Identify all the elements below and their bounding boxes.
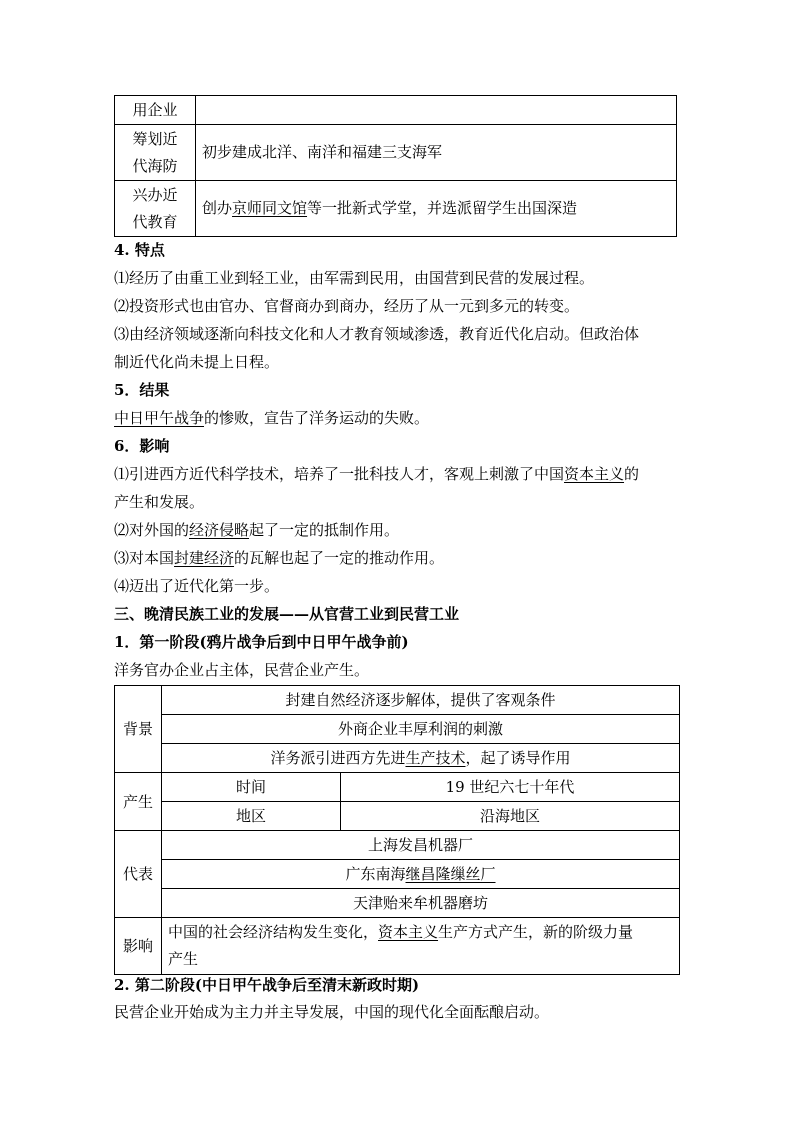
westernization-table	[114, 95, 677, 237]
paragraph: 中日甲午战争的惨败，宣告了洋务运动的失败。	[114, 409, 430, 427]
table-row	[115, 686, 680, 715]
row-label: 影响	[115, 918, 162, 975]
table-row	[115, 802, 680, 831]
row-content: 初步建成北洋、南洋和福建三支海军	[196, 125, 677, 181]
paragraph: 洋务官办企业占主体，民营企业产生。	[114, 661, 370, 679]
table-cell: 19 世纪六七十年代	[341, 773, 680, 802]
paragraph: ⑷迈出了近代化第一步。	[114, 577, 280, 595]
table-row	[115, 889, 680, 918]
section-heading: 5．结果	[114, 381, 170, 399]
table-cell: 广东南海继昌隆缫丝厂	[162, 860, 680, 889]
paragraph: ⑶由经济领域逐渐向科技文化和人才教育领域渗透，教育近代化启动。但政治体	[114, 325, 640, 343]
table-row	[115, 860, 680, 889]
table-cell: 上海发昌机器厂	[162, 831, 680, 860]
table-row	[115, 918, 680, 975]
table-row	[115, 773, 680, 802]
table-row	[115, 96, 677, 125]
row-label: 用企业	[115, 96, 196, 125]
table-cell: 外商企业丰厚利润的刺激	[162, 715, 680, 744]
section-heading: 4. 特点	[114, 241, 165, 259]
paragraph: ⑵对外国的经济侵略起了一定的抵制作用。	[114, 521, 400, 539]
paragraph: ⑴引进西方近代科学技术，培养了一批科技人才，客观上刺激了中国资本主义的	[114, 465, 640, 483]
paragraph: ⑵投资形式也由官办、官督商办到商办，经历了从一元到多元的转变。	[114, 297, 580, 315]
paragraph: ⑶对本国封建经济的瓦解也起了一定的推动作用。	[114, 549, 445, 567]
table-row	[115, 715, 680, 744]
table-cell: 地区	[162, 802, 341, 831]
row-label: 兴办近 代教育	[115, 181, 196, 237]
section-heading: 6．影响	[114, 437, 170, 455]
industry-phase1-table	[114, 685, 680, 975]
subsection-heading: 1．第一阶段(鸦片战争后到中日甲午战争前)	[114, 633, 409, 651]
table-row	[115, 181, 677, 237]
table-cell: 天津贻来牟机器磨坊	[162, 889, 680, 918]
subsection-heading: 2. 第二阶段(中日甲午战争后至清末新政时期)	[114, 976, 420, 994]
row-label: 背景	[115, 686, 162, 773]
row-content	[196, 96, 677, 125]
table-cell: 洋务派引进西方先进生产技术，起了诱导作用	[162, 744, 680, 773]
paragraph: 产生和发展。	[114, 493, 205, 511]
paragraph: ⑴经历了由重工业到轻工业，由军需到民用，由国营到民营的发展过程。	[114, 269, 595, 287]
row-label: 代表	[115, 831, 162, 918]
row-label: 筹划近 代海防	[115, 125, 196, 181]
row-content: 创办京师同文馆等一批新式学堂，并选派留学生出国深造	[196, 181, 677, 237]
paragraph: 民营企业开始成为主力并主导发展，中国的现代化全面酝酿启动。	[114, 1003, 550, 1021]
row-label: 产生	[115, 773, 162, 831]
table-row	[115, 125, 677, 181]
table-cell: 沿海地区	[341, 802, 680, 831]
table-cell: 时间	[162, 773, 341, 802]
table-cell: 封建自然经济逐步解体，提供了客观条件	[162, 686, 680, 715]
paragraph: 制近代化尚未提上日程。	[114, 353, 280, 371]
table-row	[115, 744, 680, 773]
table-row	[115, 831, 680, 860]
table-cell: 中国的社会经济结构发生变化，资本主义生产方式产生，新的阶级力量 产生	[162, 918, 680, 975]
section-heading: 三、晚清民族工业的发展——从官营工业到民营工业	[114, 605, 460, 623]
